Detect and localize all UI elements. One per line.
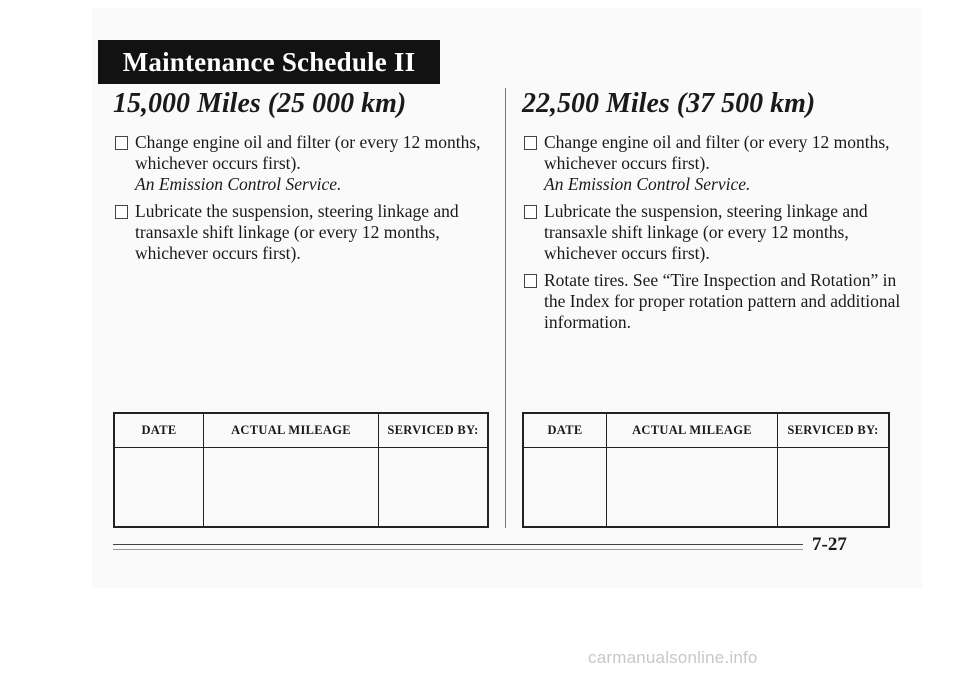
- site-watermark: carmanualsonline.info: [588, 648, 758, 667]
- item-text: Lubricate the suspension, steering linkage and transaxle shift linkage (or every 12 months, whichever occurs first).: [135, 201, 459, 263]
- mileage-header: ACTUAL MILEAGE: [607, 413, 778, 448]
- left-checklist: [113, 132, 493, 270]
- checkbox[interactable]: [524, 205, 537, 219]
- serviced-cell[interactable]: [778, 448, 890, 528]
- list-item: [522, 132, 902, 195]
- item-text: Change engine oil and filter (or every 12 months, whichever occurs first).: [544, 132, 890, 173]
- left-heading: 15,000 Miles (25 000 km): [113, 88, 407, 119]
- section-banner: Maintenance Schedule II: [98, 40, 440, 84]
- item-note: An Emission Control Service.: [135, 174, 342, 194]
- checkbox[interactable]: [524, 274, 537, 288]
- page-number: 7-27: [812, 534, 847, 555]
- mileage-cell[interactable]: [607, 448, 778, 528]
- checkbox[interactable]: [524, 136, 537, 150]
- item-text: Lubricate the suspension, steering linkage and transaxle shift linkage (or every 12 months, whichever occurs first).: [544, 201, 868, 263]
- item-text: Rotate tires. See “Tire Inspection and Rotation” in the Index for proper rotation pattern and additional information.: [544, 270, 901, 332]
- left-service-log: [113, 412, 489, 528]
- mileage-cell[interactable]: [204, 448, 379, 528]
- right-checklist: [522, 132, 902, 339]
- checkbox[interactable]: [115, 136, 128, 150]
- date-header: DATE: [523, 413, 607, 448]
- item-text: Change engine oil and filter (or every 12 months, whichever occurs first).: [135, 132, 481, 173]
- serviced-header: SERVICED BY:: [778, 413, 890, 448]
- list-item: [113, 132, 493, 195]
- list-item: [113, 201, 493, 264]
- footer-rule-secondary: [113, 549, 803, 550]
- right-service-log: [522, 412, 890, 528]
- date-cell[interactable]: [523, 448, 607, 528]
- checkbox[interactable]: [115, 205, 128, 219]
- list-item: [522, 201, 902, 264]
- serviced-header: SERVICED BY:: [379, 413, 489, 448]
- item-note: An Emission Control Service.: [544, 174, 751, 194]
- date-cell[interactable]: [114, 448, 204, 528]
- right-heading: 22,500 Miles (37 500 km): [522, 88, 816, 119]
- footer-rule: [113, 544, 803, 545]
- date-header: DATE: [114, 413, 204, 448]
- list-item: [522, 270, 902, 333]
- column-divider: [505, 88, 506, 528]
- mileage-header: ACTUAL MILEAGE: [204, 413, 379, 448]
- serviced-cell[interactable]: [379, 448, 489, 528]
